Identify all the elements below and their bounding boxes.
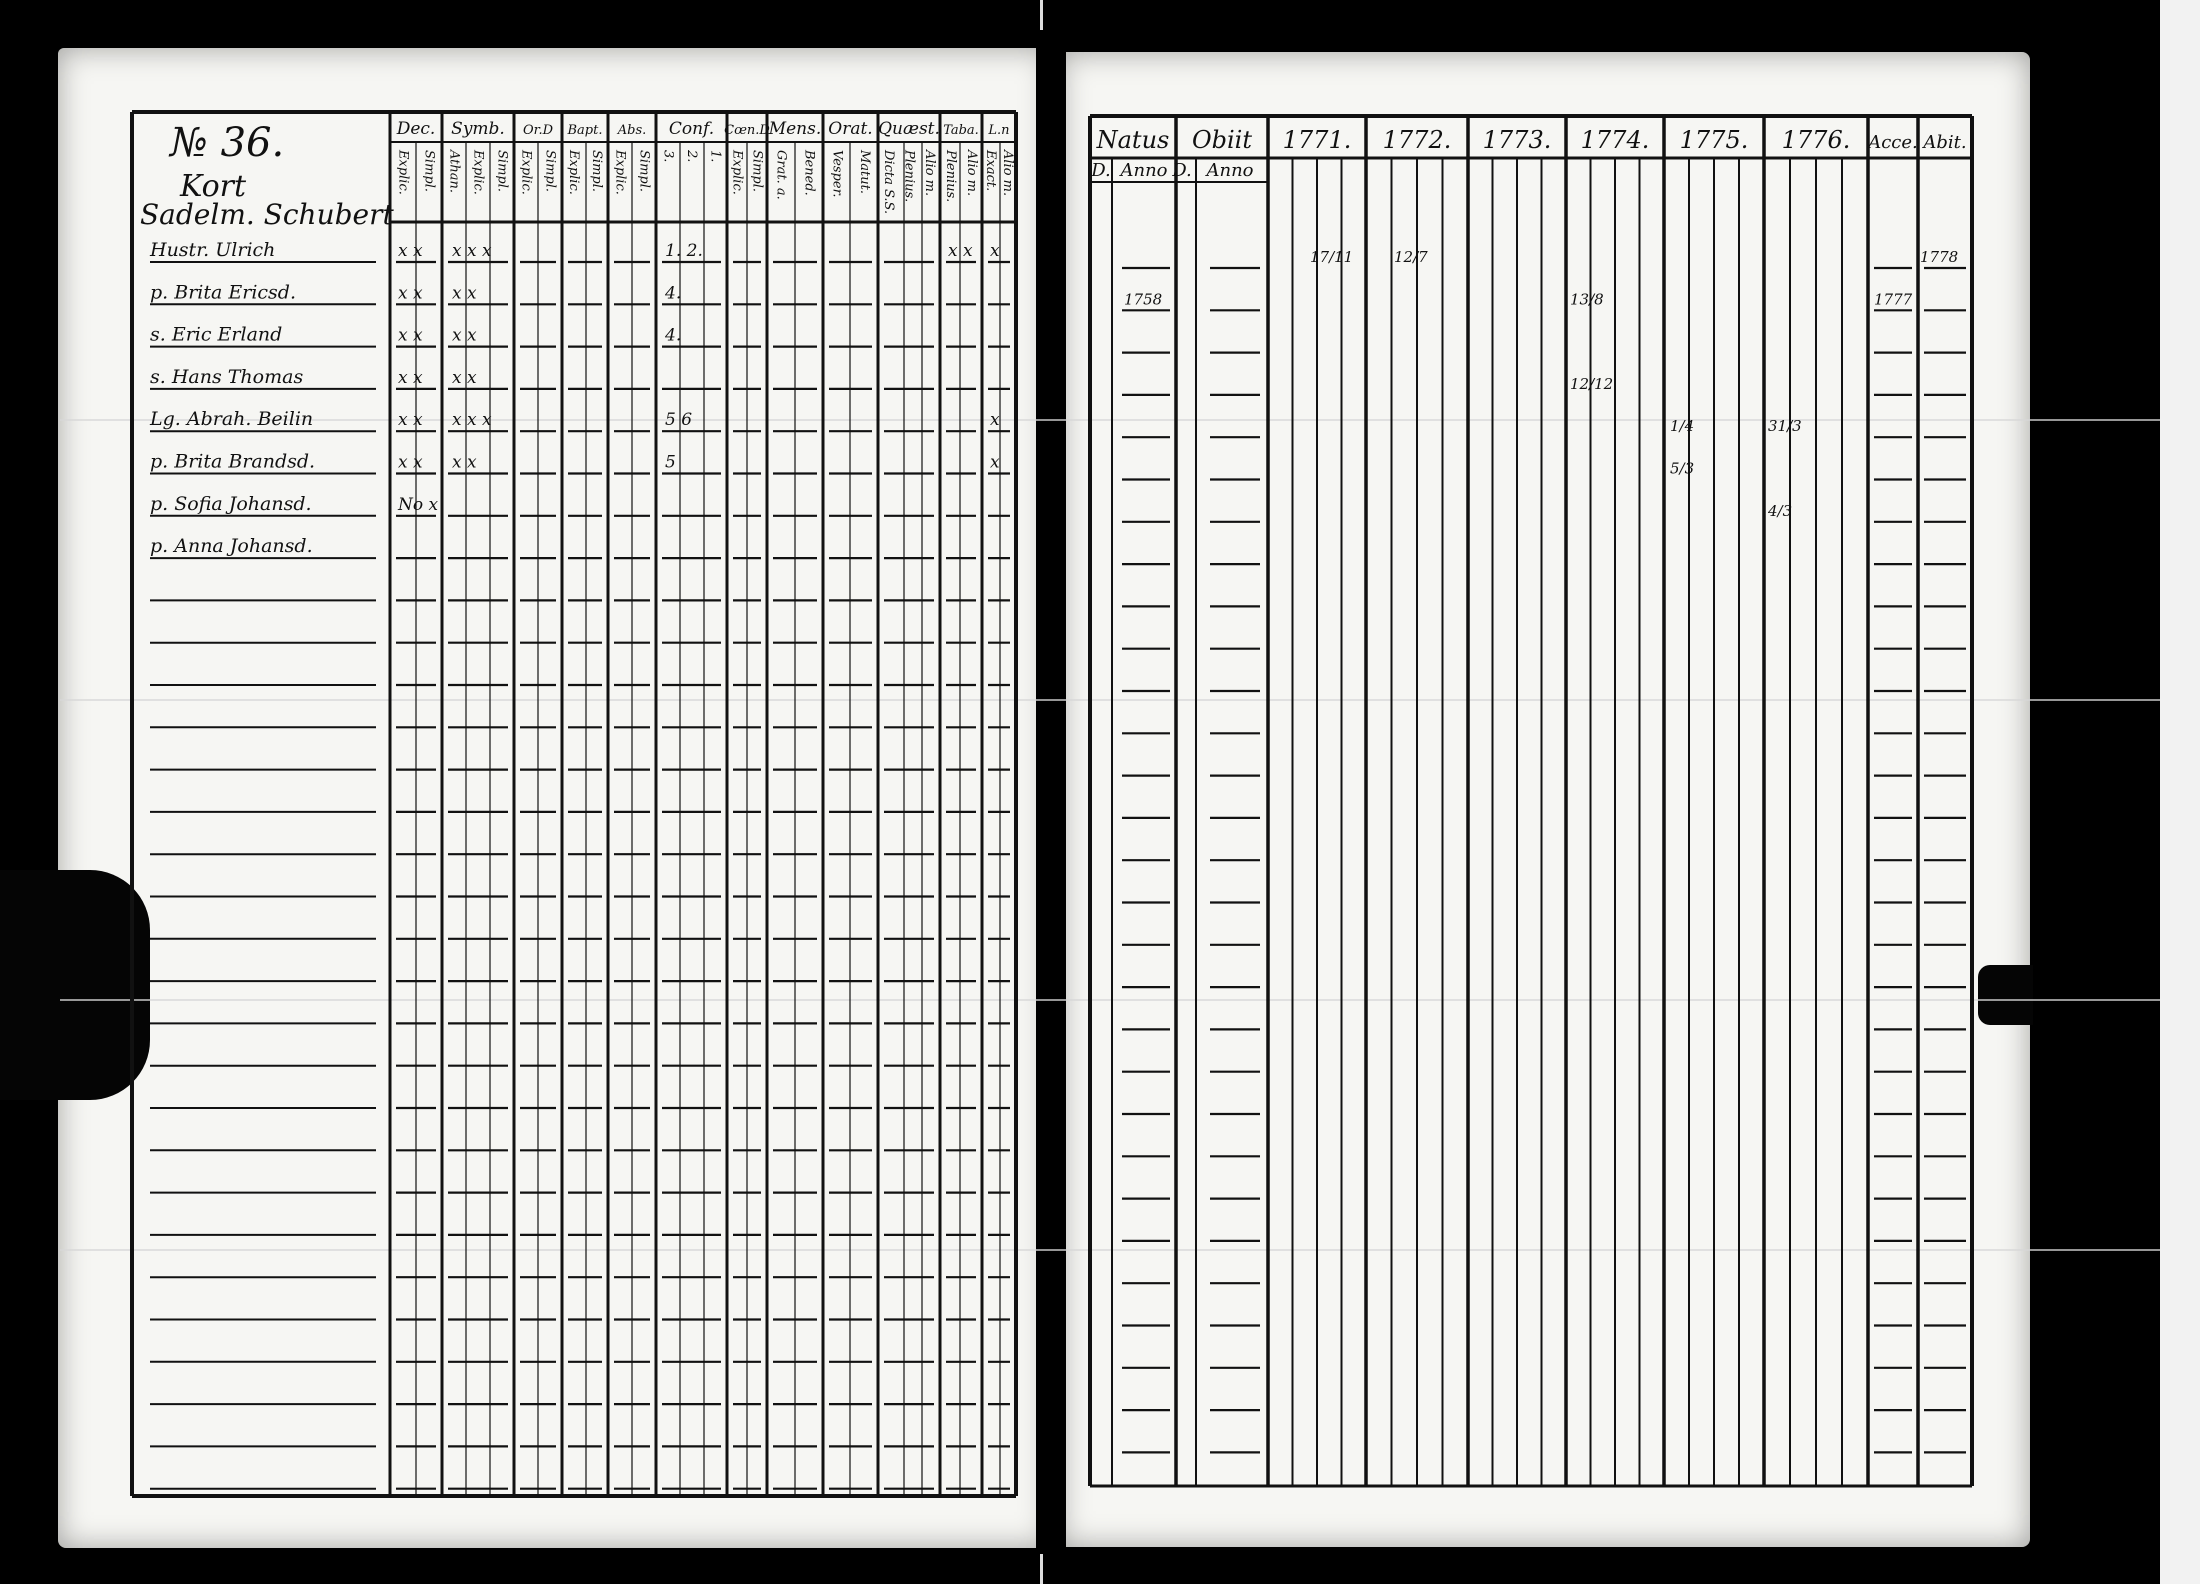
year-header-0: Natus [1096, 126, 1170, 154]
subheader-6-1: Simpl. [749, 150, 765, 193]
mark-taba: x x [948, 241, 973, 261]
place-name: Kort [180, 169, 247, 204]
register-entry: 31/3 [1768, 417, 1802, 436]
resident-name: Hustr. Ulrich [150, 239, 276, 261]
mark-symb: x x [452, 325, 477, 346]
mark-conf: 4. [665, 283, 682, 304]
register-entry: 13/8 [1570, 290, 1604, 309]
register-entry: 17/11 [1310, 248, 1354, 266]
subheader-4-1: Simpl. [636, 150, 652, 193]
subheader-5-0: 3. [660, 150, 676, 163]
mark-conf: 4. [665, 325, 682, 346]
header-0: Dec. [396, 119, 436, 139]
subheader-4-0: Explic. [612, 150, 628, 195]
mark-ln: x [990, 410, 1000, 431]
mark-symb: x x [452, 283, 477, 304]
resident-name: p. Anna Johansd. [150, 535, 313, 558]
subheader-0-1: Simpl. [421, 150, 437, 193]
mark-conf: 5 [665, 452, 676, 473]
register-entry: 12/12 [1570, 374, 1614, 393]
mark-symb: x x [452, 452, 477, 473]
subheader-5-1: 2. [684, 150, 699, 163]
mark-conf: 1. 2. [665, 241, 703, 261]
subheader-6-0: Explic. [729, 150, 745, 195]
register-entry: 1758 [1124, 290, 1163, 309]
subheader-0-0: Explic. [395, 150, 411, 195]
subheader-7-0: Grat. a. [773, 150, 789, 200]
year-header-8: Acce. [1868, 132, 1918, 153]
mark-dec: x x [398, 283, 423, 304]
subheader-11-0: Exact. [983, 150, 998, 192]
register-entry: 1777 [1874, 290, 1913, 309]
mark-symb: x x x [452, 241, 492, 261]
register-entry: 4/3 [1768, 501, 1793, 520]
mark-dec: x x [398, 410, 423, 431]
header-5: Conf. [668, 119, 715, 139]
subheader-9-0: Dicta S.S. [880, 150, 896, 215]
resident-name: p. Brita Brandsd. [150, 450, 316, 473]
subheader-3-0: Explic. [566, 150, 581, 195]
subheader-11-1: Alio m. [1000, 150, 1015, 197]
resident-name: s. Eric Erland [150, 323, 283, 346]
year-header-9: Abit. [1923, 132, 1967, 153]
year-header-5: 1774. [1580, 126, 1650, 154]
mark-dec: No x [398, 494, 439, 515]
subheader-10-0: Plenius. [943, 150, 958, 203]
subheader-7-1: Bened. [801, 150, 817, 196]
year-header-1: Obiit [1191, 126, 1253, 154]
subheader-2-0: Explic. [518, 150, 534, 195]
mark-dec: x x [398, 367, 423, 388]
mark-symb: x x x [452, 410, 492, 431]
mark-symb: x x [452, 367, 477, 388]
subheader-1-2: Simpl. [494, 150, 510, 193]
subheader-right-2: D. [1172, 160, 1192, 181]
register-number: № 36. [170, 120, 285, 166]
header-1: Symb. [451, 119, 505, 139]
register-entry: 12/7 [1394, 248, 1428, 266]
subheader-9-1: Plenius. [901, 150, 917, 203]
subheader-9-2: Alio m. [922, 150, 938, 197]
subheader-right-0: D. [1091, 160, 1111, 181]
year-header-4: 1773. [1482, 126, 1552, 154]
year-header-6: 1775. [1679, 126, 1749, 154]
subheader-2-1: Simpl. [542, 150, 558, 193]
subheader-1-0: Athan. [446, 150, 462, 194]
subheader-3-1: Simpl. [589, 150, 604, 193]
mark-dec: x x [398, 452, 423, 473]
header-11: L.n [988, 123, 1010, 138]
subheader-1-1: Explic. [470, 150, 486, 195]
subheader-8-1: Matut. [856, 150, 872, 195]
subheader-10-1: Alio m. [964, 150, 979, 197]
header-6: Cœn.D [724, 123, 770, 138]
resident-name: s. Hans Thomas [150, 365, 304, 388]
register-entry: 5/3 [1670, 459, 1695, 478]
year-header-2: 1771. [1282, 126, 1352, 154]
subheader-right-1: Anno [1120, 160, 1168, 181]
register-entry: 1/4 [1670, 417, 1695, 436]
resident-name: p. Brita Ericsd. [150, 281, 296, 304]
header-7: Mens. [768, 119, 822, 139]
register-entry: 1778 [1920, 248, 1959, 266]
subheader-right-3: Anno [1206, 160, 1254, 181]
mark-dec: x x [398, 241, 423, 261]
mark-conf: 5 6 [665, 410, 693, 431]
mark-ln: x [990, 241, 1000, 261]
mark-ln: x [990, 452, 1000, 473]
header-10: Taba. [943, 123, 979, 138]
year-header-3: 1772. [1382, 126, 1452, 154]
header-3: Bapt. [567, 123, 603, 138]
subheader-8-0: Vesper. [829, 150, 845, 198]
header-9: Quæst. [878, 119, 940, 139]
mark-dec: x x [398, 325, 423, 346]
header-2: Or.D [523, 123, 553, 138]
resident-name: p. Sofia Johansd. [150, 492, 312, 515]
year-header-7: 1776. [1781, 126, 1851, 154]
header-8: Orat. [828, 119, 873, 139]
household-name: Sadelm. Schubert [140, 198, 394, 231]
resident-name: Lg. Abrah. Beilin [150, 408, 314, 431]
subheader-5-2: 1. [707, 150, 723, 163]
header-4: Abs. [617, 123, 647, 138]
